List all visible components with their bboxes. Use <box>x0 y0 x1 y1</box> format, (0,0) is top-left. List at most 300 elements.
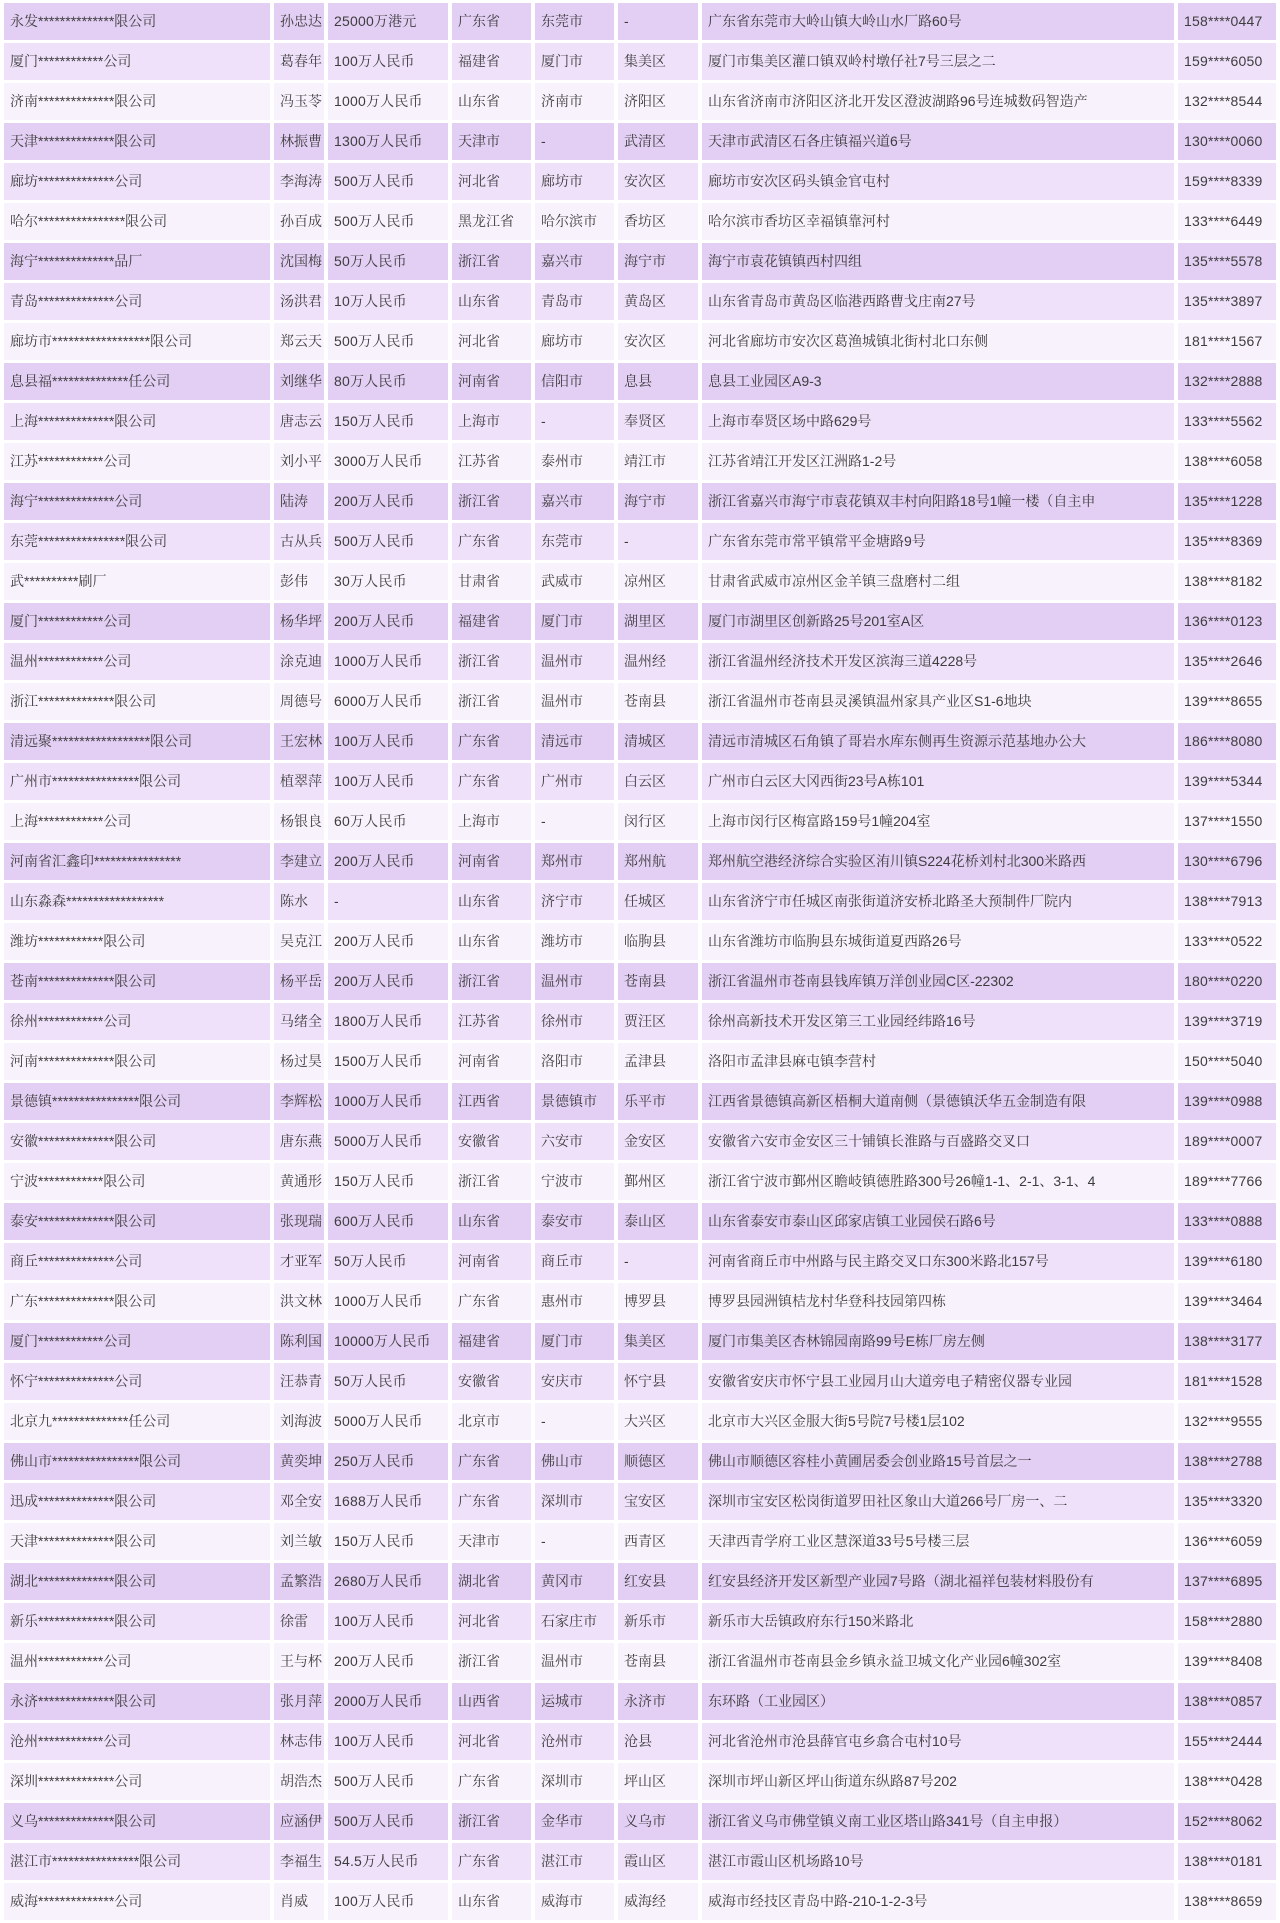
cell-province: 河北省 <box>452 1603 531 1640</box>
cell-company-name: 厦门************公司 <box>4 43 270 80</box>
cell-phone: 130****0060 <box>1178 123 1276 160</box>
cell-registered-capital: 80万人民币 <box>328 363 448 400</box>
table-row <box>4 83 1276 120</box>
cell-legal-representative: 杨过昊 <box>274 1043 324 1080</box>
cell-province: 广东省 <box>452 1443 531 1480</box>
cell-company-name: 温州************公司 <box>4 643 270 680</box>
cell-company-name: 佛山市****************限公司 <box>4 1443 270 1480</box>
cell-district: - <box>618 523 698 560</box>
cell-company-name: 新乐**************限公司 <box>4 1603 270 1640</box>
cell-phone: 181****1528 <box>1178 1363 1276 1400</box>
cell-phone: 139****3719 <box>1178 1003 1276 1040</box>
cell-legal-representative: 张现瑞 <box>274 1203 324 1240</box>
cell-address: 东环路（工业园区） <box>702 1683 1174 1720</box>
cell-address: 天津市武清区石各庄镇福兴道6号 <box>702 123 1174 160</box>
cell-phone: 135****3320 <box>1178 1483 1276 1520</box>
cell-address: 河北省廊坊市安次区葛渔城镇北街村北口东侧 <box>702 323 1174 360</box>
cell-city: 惠州市 <box>535 1283 614 1320</box>
cell-registered-capital: 2680万人民币 <box>328 1563 448 1600</box>
cell-legal-representative: 林志伟 <box>274 1723 324 1760</box>
cell-legal-representative: 孙百成 <box>274 203 324 240</box>
cell-phone: 139****8408 <box>1178 1643 1276 1680</box>
cell-district: 安次区 <box>618 163 698 200</box>
cell-registered-capital: 60万人民币 <box>328 803 448 840</box>
cell-city: 泰州市 <box>535 443 614 480</box>
cell-province: 上海市 <box>452 803 531 840</box>
cell-legal-representative: 杨平岳 <box>274 963 324 1000</box>
cell-registered-capital: 1000万人民币 <box>328 83 448 120</box>
cell-city: - <box>535 1403 614 1440</box>
cell-company-name: 山东淼森****************** <box>4 883 270 920</box>
cell-legal-representative: 李海涛 <box>274 163 324 200</box>
cell-registered-capital: 100万人民币 <box>328 1883 448 1920</box>
cell-address: 浙江省嘉兴市海宁市袁花镇双丰村向阳路18号1幢一楼（自主申 <box>702 483 1174 520</box>
cell-company-name: 江苏************公司 <box>4 443 270 480</box>
cell-district: 泰山区 <box>618 1203 698 1240</box>
table-row <box>4 123 1276 160</box>
cell-address: 浙江省温州市苍南县灵溪镇温州家具产业区S1-6地块 <box>702 683 1174 720</box>
cell-address: 江西省景德镇高新区梧桐大道南侧（景德镇沃华五金制造有限 <box>702 1083 1174 1120</box>
cell-registered-capital: 200万人民币 <box>328 483 448 520</box>
cell-phone: 135****1228 <box>1178 483 1276 520</box>
cell-phone: 137****6895 <box>1178 1563 1276 1600</box>
cell-district: 新乐市 <box>618 1603 698 1640</box>
cell-phone: 135****8369 <box>1178 523 1276 560</box>
cell-address: 上海市闵行区梅富路159号1幢204室 <box>702 803 1174 840</box>
cell-legal-representative: 杨华坪 <box>274 603 324 640</box>
cell-phone: 155****2444 <box>1178 1723 1276 1760</box>
cell-province: 山东省 <box>452 83 531 120</box>
cell-province: 福建省 <box>452 43 531 80</box>
cell-phone: 139****3464 <box>1178 1283 1276 1320</box>
cell-address: 厦门市集美区杏林锦园南路99号E栋厂房左侧 <box>702 1323 1174 1360</box>
cell-district: 湖里区 <box>618 603 698 640</box>
table-row <box>4 283 1276 320</box>
cell-legal-representative: 葛春年 <box>274 43 324 80</box>
cell-phone: 135****5578 <box>1178 243 1276 280</box>
cell-province: 安徽省 <box>452 1363 531 1400</box>
cell-district: 贾汪区 <box>618 1003 698 1040</box>
cell-legal-representative: 涂克迪 <box>274 643 324 680</box>
cell-province: 江西省 <box>452 1083 531 1120</box>
cell-registered-capital: 25000万港元 <box>328 3 448 40</box>
cell-province: 浙江省 <box>452 1643 531 1680</box>
cell-company-name: 广州市****************限公司 <box>4 763 270 800</box>
cell-phone: 138****2788 <box>1178 1443 1276 1480</box>
cell-address: 广东省东莞市大岭山镇大岭山水厂路60号 <box>702 3 1174 40</box>
cell-province: 天津市 <box>452 1523 531 1560</box>
cell-company-name: 济南**************限公司 <box>4 83 270 120</box>
cell-city: 廊坊市 <box>535 163 614 200</box>
cell-company-name: 东莞****************限公司 <box>4 523 270 560</box>
cell-registered-capital: 200万人民币 <box>328 923 448 960</box>
company-table-body <box>4 3 1276 1920</box>
cell-address: 清远市清城区石角镇了哥岩水库东侧再生资源示范基地办公大 <box>702 723 1174 760</box>
cell-legal-representative: 古从兵 <box>274 523 324 560</box>
cell-legal-representative: 马绪全 <box>274 1003 324 1040</box>
cell-address: 深圳市宝安区松岗街道罗田社区象山大道266号厂房一、二 <box>702 1483 1174 1520</box>
cell-city: 商丘市 <box>535 1243 614 1280</box>
cell-address: 浙江省温州市苍南县金乡镇永益卫城文化产业园6幢302室 <box>702 1643 1174 1680</box>
cell-phone: 181****1567 <box>1178 323 1276 360</box>
table-row <box>4 1043 1276 1080</box>
cell-registered-capital: 200万人民币 <box>328 843 448 880</box>
cell-city: 厦门市 <box>535 43 614 80</box>
cell-company-name: 迅成**************限公司 <box>4 1483 270 1520</box>
cell-registered-capital: 500万人民币 <box>328 323 448 360</box>
cell-phone: 135****3897 <box>1178 283 1276 320</box>
cell-province: 广东省 <box>452 1483 531 1520</box>
cell-district: 凉州区 <box>618 563 698 600</box>
cell-district: 怀宁县 <box>618 1363 698 1400</box>
cell-address: 浙江省宁波市鄞州区瞻岐镇德胜路300号26幢1-1、2-1、3-1、4 <box>702 1163 1174 1200</box>
cell-district: 奉贤区 <box>618 403 698 440</box>
cell-address: 洛阳市孟津县麻屯镇李营村 <box>702 1043 1174 1080</box>
cell-registered-capital: 1300万人民币 <box>328 123 448 160</box>
cell-province: 甘肃省 <box>452 563 531 600</box>
cell-province: 北京市 <box>452 1403 531 1440</box>
cell-province: 浙江省 <box>452 243 531 280</box>
cell-district: 郑州航 <box>618 843 698 880</box>
cell-district: 孟津县 <box>618 1043 698 1080</box>
cell-registered-capital: 100万人民币 <box>328 1603 448 1640</box>
cell-phone: 139****6180 <box>1178 1243 1276 1280</box>
cell-province: 河南省 <box>452 1243 531 1280</box>
cell-province: 福建省 <box>452 1323 531 1360</box>
cell-district: 霞山区 <box>618 1843 698 1880</box>
cell-province: 山东省 <box>452 1883 531 1920</box>
cell-legal-representative: 孙忠达 <box>274 3 324 40</box>
cell-city: 廊坊市 <box>535 323 614 360</box>
cell-city: 威海市 <box>535 1883 614 1920</box>
cell-province: 河南省 <box>452 363 531 400</box>
cell-province: 山西省 <box>452 1683 531 1720</box>
cell-company-name: 浙江**************限公司 <box>4 683 270 720</box>
cell-address: 海宁市袁花镇镇西村四组 <box>702 243 1174 280</box>
cell-province: 山东省 <box>452 1203 531 1240</box>
cell-company-name: 温州************公司 <box>4 1643 270 1680</box>
cell-company-name: 徐州************公司 <box>4 1003 270 1040</box>
cell-phone: 133****5562 <box>1178 403 1276 440</box>
cell-address: 山东省泰安市泰山区邱家店镇工业园侯石路6号 <box>702 1203 1174 1240</box>
cell-address: 哈尔滨市香坊区幸福镇靠河村 <box>702 203 1174 240</box>
cell-legal-representative: 刘海波 <box>274 1403 324 1440</box>
cell-address: 山东省青岛市黄岛区临港西路曹戈庄南27号 <box>702 283 1174 320</box>
table-row <box>4 843 1276 880</box>
table-row <box>4 1563 1276 1600</box>
cell-legal-representative: 刘继华 <box>274 363 324 400</box>
cell-address: 安徽省六安市金安区三十铺镇长淮路与百盛路交叉口 <box>702 1123 1174 1160</box>
cell-company-name: 河南**************限公司 <box>4 1043 270 1080</box>
cell-legal-representative: 洪文林 <box>274 1283 324 1320</box>
cell-registered-capital: 150万人民币 <box>328 403 448 440</box>
cell-phone: 138****0181 <box>1178 1843 1276 1880</box>
cell-city: 沧州市 <box>535 1723 614 1760</box>
cell-phone: 139****5344 <box>1178 763 1276 800</box>
cell-address: 上海市奉贤区场中路629号 <box>702 403 1174 440</box>
cell-city: 东莞市 <box>535 3 614 40</box>
cell-district: 靖江市 <box>618 443 698 480</box>
cell-address: 佛山市顺德区容桂小黄圃居委会创业路15号首层之一 <box>702 1443 1174 1480</box>
cell-company-name: 河南省汇鑫印**************** <box>4 843 270 880</box>
cell-legal-representative: 刘兰敏 <box>274 1523 324 1560</box>
cell-registered-capital: 150万人民币 <box>328 1523 448 1560</box>
cell-registered-capital: 200万人民币 <box>328 603 448 640</box>
cell-city: 运城市 <box>535 1683 614 1720</box>
cell-company-name: 景德镇****************限公司 <box>4 1083 270 1120</box>
cell-registered-capital: 2000万人民币 <box>328 1683 448 1720</box>
table-row <box>4 243 1276 280</box>
cell-legal-representative: 汪恭青 <box>274 1363 324 1400</box>
cell-district: 坪山区 <box>618 1763 698 1800</box>
cell-city: 济宁市 <box>535 883 614 920</box>
cell-company-name: 廊坊**************公司 <box>4 163 270 200</box>
cell-company-name: 厦门************公司 <box>4 603 270 640</box>
cell-phone: 138****7913 <box>1178 883 1276 920</box>
table-row <box>4 723 1276 760</box>
cell-district: 宝安区 <box>618 1483 698 1520</box>
cell-district: 临朐县 <box>618 923 698 960</box>
cell-city: 泰安市 <box>535 1203 614 1240</box>
table-row <box>4 1843 1276 1880</box>
cell-company-name: 永发**************限公司 <box>4 3 270 40</box>
cell-registered-capital: 1688万人民币 <box>328 1483 448 1520</box>
cell-phone: 189****7766 <box>1178 1163 1276 1200</box>
table-row <box>4 3 1276 40</box>
cell-legal-representative: 孟繁浩 <box>274 1563 324 1600</box>
cell-district: 义乌市 <box>618 1803 698 1840</box>
cell-legal-representative: 刘小平 <box>274 443 324 480</box>
table-row <box>4 1643 1276 1680</box>
table-row <box>4 963 1276 1000</box>
cell-company-name: 威海**************公司 <box>4 1883 270 1920</box>
table-row <box>4 923 1276 960</box>
cell-province: 湖北省 <box>452 1563 531 1600</box>
cell-phone: 152****8062 <box>1178 1803 1276 1840</box>
table-row <box>4 1723 1276 1760</box>
cell-phone: 133****0522 <box>1178 923 1276 960</box>
cell-address: 甘肃省武威市凉州区金羊镇三盘磨村二组 <box>702 563 1174 600</box>
cell-city: 厦门市 <box>535 1323 614 1360</box>
cell-phone: 150****5040 <box>1178 1043 1276 1080</box>
table-row <box>4 1283 1276 1320</box>
cell-registered-capital: 50万人民币 <box>328 1243 448 1280</box>
cell-district: 任城区 <box>618 883 698 920</box>
cell-district: 西青区 <box>618 1523 698 1560</box>
table-row <box>4 883 1276 920</box>
cell-company-name: 永济**************限公司 <box>4 1683 270 1720</box>
cell-phone: 159****6050 <box>1178 43 1276 80</box>
cell-legal-representative: 王宏林 <box>274 723 324 760</box>
cell-district: 苍南县 <box>618 683 698 720</box>
cell-province: 广东省 <box>452 763 531 800</box>
table-row <box>4 43 1276 80</box>
cell-district: 苍南县 <box>618 1643 698 1680</box>
cell-phone: 136****0123 <box>1178 603 1276 640</box>
table-row <box>4 1523 1276 1560</box>
cell-province: 上海市 <box>452 403 531 440</box>
table-row <box>4 1083 1276 1120</box>
cell-city: 厦门市 <box>535 603 614 640</box>
cell-legal-representative: 李辉松 <box>274 1083 324 1120</box>
cell-legal-representative: 王与杯 <box>274 1643 324 1680</box>
cell-registered-capital: 500万人民币 <box>328 163 448 200</box>
cell-district: 集美区 <box>618 1323 698 1360</box>
cell-city: 济南市 <box>535 83 614 120</box>
cell-city: 温州市 <box>535 643 614 680</box>
cell-phone: 138****8659 <box>1178 1883 1276 1920</box>
cell-city: 信阳市 <box>535 363 614 400</box>
cell-district: 香坊区 <box>618 203 698 240</box>
table-row <box>4 1363 1276 1400</box>
table-row <box>4 1203 1276 1240</box>
cell-registered-capital: 1000万人民币 <box>328 1083 448 1120</box>
cell-registered-capital: 3000万人民币 <box>328 443 448 480</box>
cell-district: 闵行区 <box>618 803 698 840</box>
cell-address: 厦门市湖里区创新路25号201室A区 <box>702 603 1174 640</box>
cell-phone: 159****8339 <box>1178 163 1276 200</box>
cell-city: 洛阳市 <box>535 1043 614 1080</box>
cell-province: 河南省 <box>452 843 531 880</box>
cell-city: 东莞市 <box>535 523 614 560</box>
cell-company-name: 清远聚******************限公司 <box>4 723 270 760</box>
cell-province: 河北省 <box>452 1723 531 1760</box>
cell-city: 嘉兴市 <box>535 243 614 280</box>
cell-legal-representative: 冯玉苓 <box>274 83 324 120</box>
cell-registered-capital: 250万人民币 <box>328 1443 448 1480</box>
cell-company-name: 湖北**************限公司 <box>4 1563 270 1600</box>
cell-address: 浙江省义乌市佛堂镇义南工业区塔山路341号（自主申报） <box>702 1803 1174 1840</box>
cell-address: 厦门市集美区灌口镇双岭村墩仔社7号三层之二 <box>702 43 1174 80</box>
table-row <box>4 483 1276 520</box>
table-row <box>4 683 1276 720</box>
cell-registered-capital: 30万人民币 <box>328 563 448 600</box>
cell-company-name: 北京九**************任公司 <box>4 1403 270 1440</box>
cell-phone: 132****2888 <box>1178 363 1276 400</box>
cell-legal-representative: 张月萍 <box>274 1683 324 1720</box>
table-row <box>4 643 1276 680</box>
cell-province: 浙江省 <box>452 483 531 520</box>
cell-city: 深圳市 <box>535 1483 614 1520</box>
cell-legal-representative: 陈利国 <box>274 1323 324 1360</box>
cell-province: 浙江省 <box>452 683 531 720</box>
cell-legal-representative: 吴克江 <box>274 923 324 960</box>
cell-district: 武清区 <box>618 123 698 160</box>
cell-company-name: 广东**************限公司 <box>4 1283 270 1320</box>
cell-legal-representative: 邓全安 <box>274 1483 324 1520</box>
cell-district: 沧县 <box>618 1723 698 1760</box>
cell-address: 威海市经技区青岛中路-210-1-2-3号 <box>702 1883 1174 1920</box>
cell-city: - <box>535 803 614 840</box>
table-row <box>4 1163 1276 1200</box>
table-row <box>4 523 1276 560</box>
table-row <box>4 1483 1276 1520</box>
table-row <box>4 1763 1276 1800</box>
cell-phone: 135****2646 <box>1178 643 1276 680</box>
cell-province: 江苏省 <box>452 1003 531 1040</box>
table-row <box>4 443 1276 480</box>
cell-city: 湛江市 <box>535 1843 614 1880</box>
cell-city: 郑州市 <box>535 843 614 880</box>
cell-company-name: 海宁**************品厂 <box>4 243 270 280</box>
cell-legal-representative: 肖威 <box>274 1883 324 1920</box>
cell-city: 深圳市 <box>535 1763 614 1800</box>
cell-phone: 132****9555 <box>1178 1403 1276 1440</box>
cell-district: 博罗县 <box>618 1283 698 1320</box>
cell-registered-capital: 50万人民币 <box>328 243 448 280</box>
cell-phone: 133****0888 <box>1178 1203 1276 1240</box>
cell-legal-representative: 陆涛 <box>274 483 324 520</box>
cell-district: 大兴区 <box>618 1403 698 1440</box>
cell-registered-capital: 1000万人民币 <box>328 1283 448 1320</box>
cell-registered-capital: 5000万人民币 <box>328 1403 448 1440</box>
cell-district: 白云区 <box>618 763 698 800</box>
cell-registered-capital: 5000万人民币 <box>328 1123 448 1160</box>
cell-registered-capital: 100万人民币 <box>328 43 448 80</box>
cell-district: 黄岛区 <box>618 283 698 320</box>
cell-city: 嘉兴市 <box>535 483 614 520</box>
cell-province: 浙江省 <box>452 643 531 680</box>
table-row <box>4 1883 1276 1920</box>
cell-company-name: 苍南**************限公司 <box>4 963 270 1000</box>
cell-company-name: 泰安**************限公司 <box>4 1203 270 1240</box>
cell-phone: 139****0988 <box>1178 1083 1276 1120</box>
cell-district: 温州经 <box>618 643 698 680</box>
cell-phone: 137****1550 <box>1178 803 1276 840</box>
cell-registered-capital: 100万人民币 <box>328 1723 448 1760</box>
cell-legal-representative: 彭伟 <box>274 563 324 600</box>
cell-registered-capital: 200万人民币 <box>328 963 448 1000</box>
cell-district: 苍南县 <box>618 963 698 1000</box>
table-row <box>4 1603 1276 1640</box>
cell-phone: 138****0857 <box>1178 1683 1276 1720</box>
cell-phone: 138****0428 <box>1178 1763 1276 1800</box>
table-row <box>4 1403 1276 1440</box>
cell-district: 红安县 <box>618 1563 698 1600</box>
table-row <box>4 203 1276 240</box>
cell-company-name: 上海**************限公司 <box>4 403 270 440</box>
cell-phone: 132****8544 <box>1178 83 1276 120</box>
cell-address: 江苏省靖江开发区江洲路1-2号 <box>702 443 1174 480</box>
cell-province: 浙江省 <box>452 963 531 1000</box>
cell-address: 浙江省温州市苍南县钱库镇万洋创业园C区-22302 <box>702 963 1174 1000</box>
cell-company-name: 青岛**************公司 <box>4 283 270 320</box>
cell-city: 石家庄市 <box>535 1603 614 1640</box>
cell-legal-representative: 杨银良 <box>274 803 324 840</box>
cell-address: 广州市白云区大冈西街23号A栋101 <box>702 763 1174 800</box>
cell-legal-representative: 植翠萍 <box>274 763 324 800</box>
cell-company-name: 潍坊************限公司 <box>4 923 270 960</box>
cell-legal-representative: 周德号 <box>274 683 324 720</box>
cell-address: 山东省济南市济阳区济北开发区澄波湖路96号连城数码智造产 <box>702 83 1174 120</box>
cell-registered-capital: 200万人民币 <box>328 1643 448 1680</box>
cell-registered-capital: - <box>328 883 448 920</box>
cell-phone: 138****8182 <box>1178 563 1276 600</box>
cell-district: 金安区 <box>618 1123 698 1160</box>
cell-company-name: 廊坊市******************限公司 <box>4 323 270 360</box>
cell-registered-capital: 1500万人民币 <box>328 1043 448 1080</box>
cell-address: 河北省沧州市沧县薛官屯乡翕合屯村10号 <box>702 1723 1174 1760</box>
cell-company-name: 安徽**************限公司 <box>4 1123 270 1160</box>
cell-district: 乐平市 <box>618 1083 698 1120</box>
cell-city: 清远市 <box>535 723 614 760</box>
cell-address: 博罗县园洲镇桔龙村华登科技园第四栋 <box>702 1283 1174 1320</box>
cell-province: 山东省 <box>452 283 531 320</box>
table-row <box>4 1003 1276 1040</box>
cell-company-name: 沧州************公司 <box>4 1723 270 1760</box>
cell-legal-representative: 沈国梅 <box>274 243 324 280</box>
cell-city: 徐州市 <box>535 1003 614 1040</box>
